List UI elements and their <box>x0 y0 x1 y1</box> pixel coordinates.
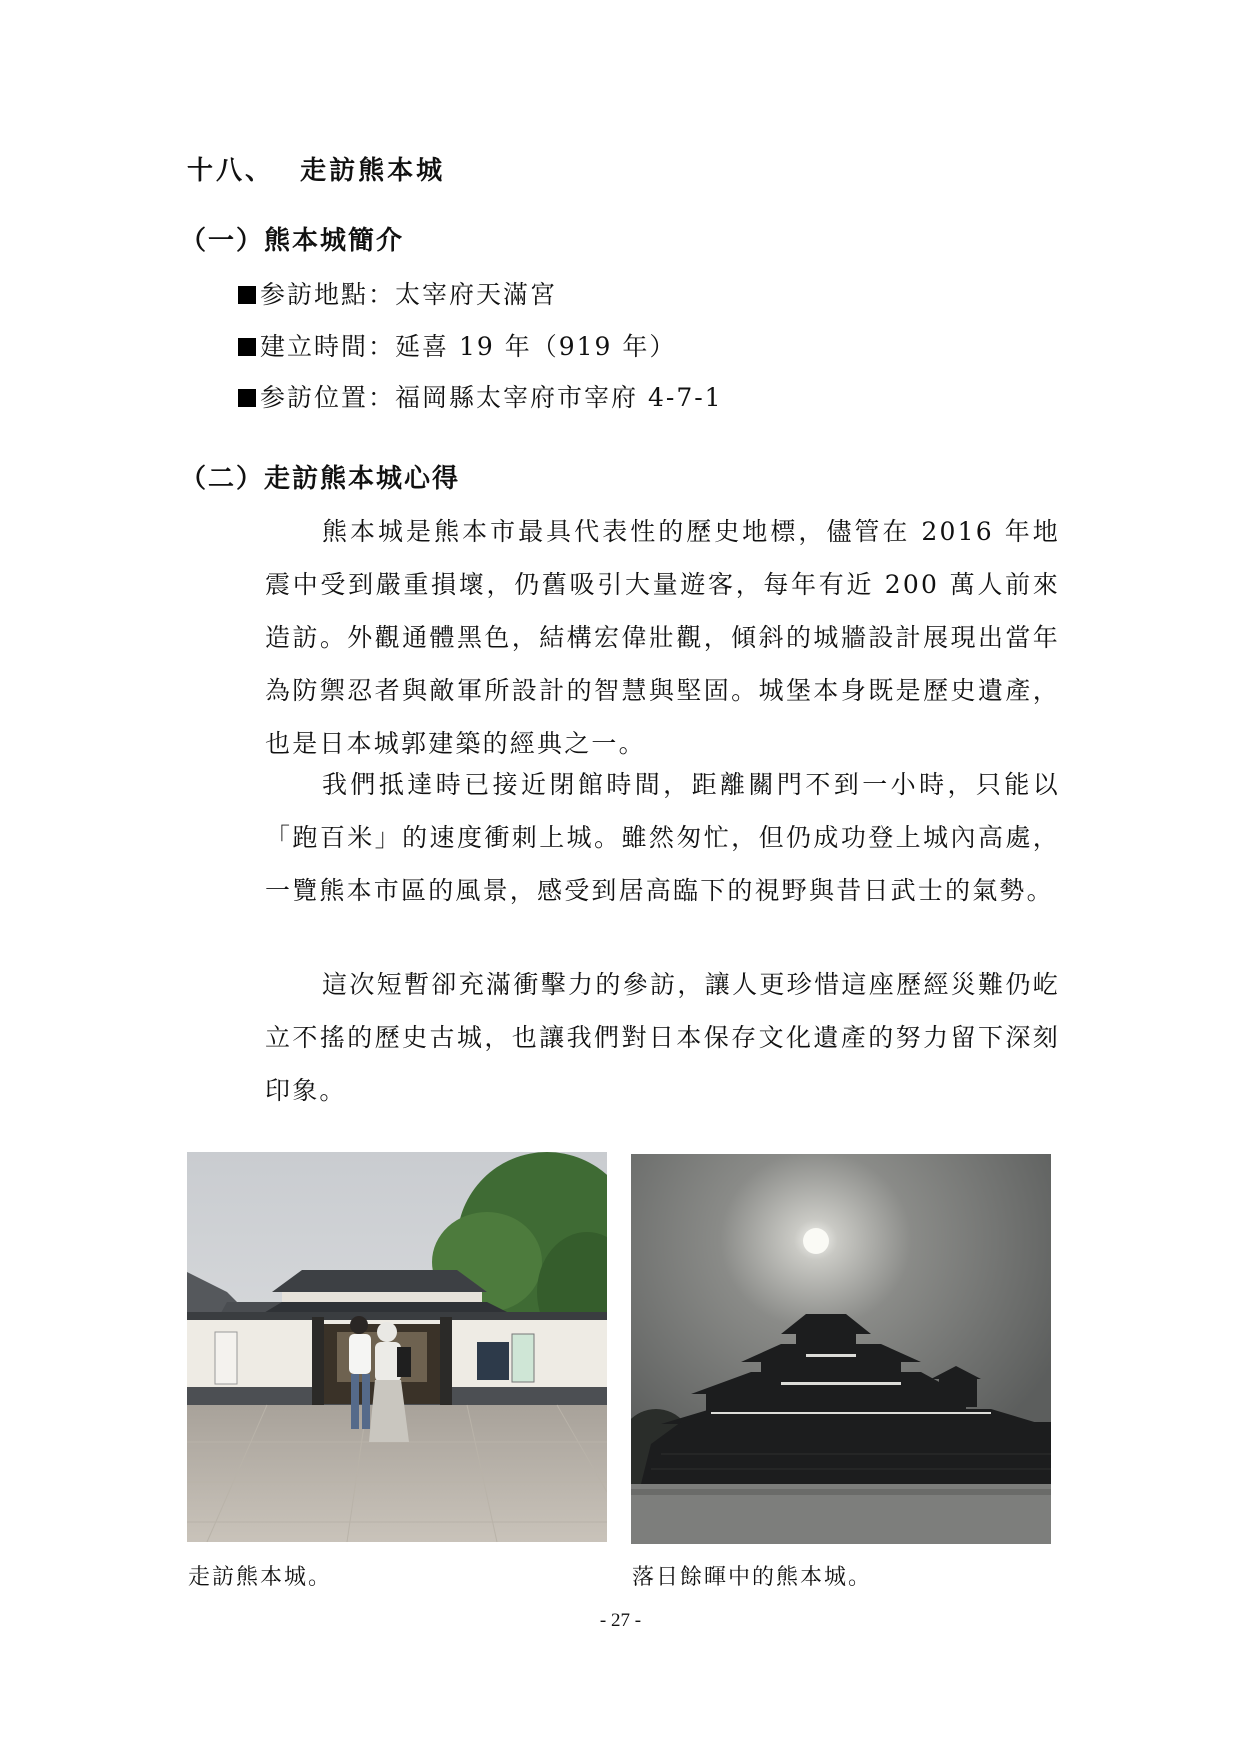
square-bullet-icon <box>238 389 256 407</box>
photo-castle-entrance <box>187 1152 607 1542</box>
info-item-address: 参訪位置：福岡縣太宰府市宰府 4-7-1 <box>238 378 723 414</box>
paragraph: 這次短暫卻充滿衝擊力的參訪，讓人更珍惜這座歷經災難仍屹立不搖的歷史古城，也讓我們對日本保存文化遺產的努力留下深刻印象。 <box>265 970 1060 1105</box>
castle-sunset-image <box>631 1154 1051 1544</box>
section-number: 十八、 <box>187 156 275 186</box>
intro-heading: （一）熊本城簡介 <box>180 226 405 256</box>
castle-entrance-image <box>187 1152 607 1542</box>
info-item-location: 参訪地點：太宰府天滿宮 <box>238 275 557 311</box>
section-title <box>187 150 445 187</box>
reflection-heading: （二）走訪熊本城心得 <box>180 464 461 494</box>
photo-caption: 走訪熊本城。 <box>188 1565 333 1590</box>
section-title-text: 走訪熊本城 <box>300 156 446 186</box>
info-item-founded: 建立時間：延喜 19 年（919 年） <box>238 327 676 363</box>
square-bullet-icon <box>238 338 256 356</box>
paragraph: 熊本城是熊本市最具代表性的歷史地標，儘管在 2016 年地震中受到嚴重損壞，仍舊吸引大量遊客，每年有近 200 萬人前來造訪。外觀通體黑色，結構宏偉壯觀，傾斜的城牆設計展現出當年為防禦忍者與敵軍所設計的智慧與堅固。城堡本身既是歷史遺產，也是日本城郭建築的經典之一。 <box>265 517 1060 758</box>
paragraph: 我們抵達時已接近閉館時間，距離關門不到一小時，只能以「跑百米」的速度衝刺上城。雖然匆忙，但仍成功登上城內高處，一覽熊本市區的風景，感受到居高臨下的視野與昔日武士的氣勢。 <box>265 770 1060 905</box>
page-number: - 27 - <box>599 1610 642 1631</box>
photo-castle-sunset <box>631 1154 1051 1544</box>
photo-caption: 落日餘暉中的熊本城。 <box>632 1565 873 1590</box>
square-bullet-icon <box>238 286 256 304</box>
